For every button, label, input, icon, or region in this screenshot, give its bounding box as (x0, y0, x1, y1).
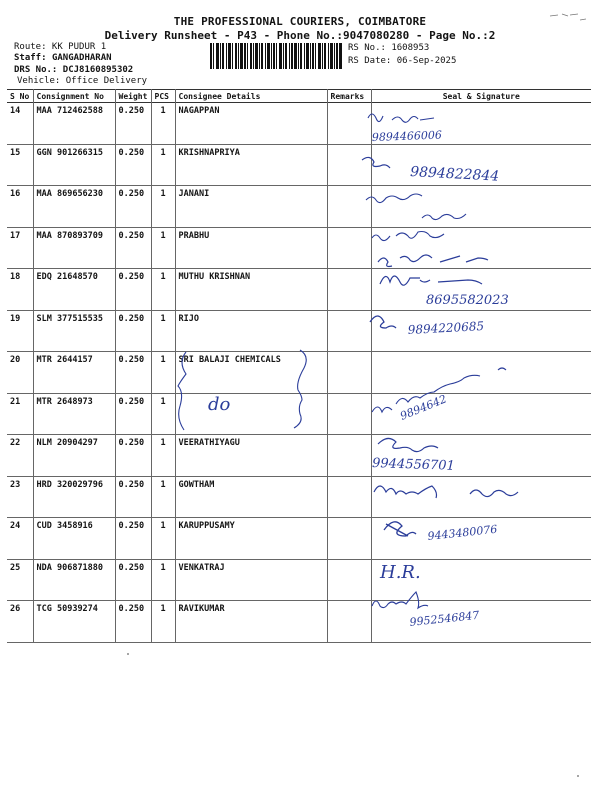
col-remarks: Remarks (327, 90, 371, 103)
table-row (7, 144, 591, 186)
cell-consignment: CUD 3458916 (33, 518, 115, 560)
cell-pcs: 1 (151, 227, 175, 269)
table-row (7, 559, 591, 601)
cell-pcs: 1 (151, 269, 175, 311)
staff-line (14, 53, 112, 63)
cell-remarks (327, 393, 371, 435)
handwritten-initials: H.R. (380, 562, 421, 583)
cell-sno: 25 (7, 559, 33, 601)
col-pcs: PCS (151, 90, 175, 103)
cell-consignment: MTR 2644157 (33, 352, 115, 394)
cell-consignment: TCG 50939274 (33, 601, 115, 643)
staff-label: Staff: (14, 53, 47, 63)
cell-sno: 22 (7, 435, 33, 477)
cell-pcs: 1 (151, 352, 175, 394)
company-title: THE PROFESSIONAL COURIERS, COIMBATORE (173, 15, 427, 28)
cell-consignment: SLM 377515535 (33, 310, 115, 352)
cell-sno: 14 (7, 103, 33, 145)
cell-weight: 0.250 (115, 601, 151, 643)
runsheet-table (7, 89, 591, 643)
cell-consignee: GOWTHAM (175, 476, 327, 518)
cell-remarks (327, 476, 371, 518)
handwritten-phone: 9894466006 (371, 128, 443, 144)
cell-consignee: JANANI (175, 186, 327, 228)
cell-weight: 0.250 (115, 352, 151, 394)
cell-sno: 20 (7, 352, 33, 394)
cell-signature (371, 352, 591, 394)
handwritten-phone: 9952546847 (408, 608, 480, 629)
table-row (7, 435, 591, 477)
cell-remarks (327, 601, 371, 643)
cell-remarks (327, 352, 371, 394)
cell-remarks (327, 518, 371, 560)
cell-weight: 0.250 (115, 435, 151, 477)
handwritten-phone: 8695582023 (426, 293, 509, 308)
cell-signature (371, 393, 591, 435)
staff-name: GANGADHARAN (51, 53, 112, 63)
cell-remarks (327, 227, 371, 269)
cell-remarks (327, 559, 371, 601)
cell-sno: 19 (7, 310, 33, 352)
table-row (7, 186, 591, 228)
handwritten-phone: 9944556701 (371, 456, 456, 474)
cell-consignment: NLM 20904297 (33, 435, 115, 477)
cell-signature (371, 310, 591, 352)
cell-remarks (327, 310, 371, 352)
rs-number: RS No.: 1608953 (348, 43, 430, 53)
cell-consignment: NDA 906871880 (33, 559, 115, 601)
col-consignment: Consignment No (33, 90, 115, 103)
cell-consignment: GGN 901266315 (33, 144, 115, 186)
cell-signature (371, 103, 591, 145)
cell-consignment: HRD 320029796 (33, 476, 115, 518)
cell-pcs: 1 (151, 103, 175, 145)
cell-consignee: SRI BALAJI CHEMICALS (175, 352, 327, 394)
cell-signature (371, 518, 591, 560)
cell-remarks (327, 269, 371, 311)
drs-value: DCJ8160895302 (62, 65, 134, 75)
table-row (7, 393, 591, 435)
cell-signature (371, 601, 591, 643)
col-sno: S No (7, 90, 33, 103)
cell-consignee: RIJO (175, 310, 327, 352)
handwritten-phone: 9894822844 (409, 164, 500, 185)
cell-pcs: 1 (151, 518, 175, 560)
cell-weight: 0.250 (115, 559, 151, 601)
table-row (7, 103, 591, 145)
cell-pcs: 1 (151, 144, 175, 186)
col-seal-signature: Seal & Signature (442, 91, 520, 101)
col-weight: Weight (115, 90, 151, 103)
cell-weight: 0.250 (115, 227, 151, 269)
cell-consignment: MAA 869656230 (33, 186, 115, 228)
cell-sno: 17 (7, 227, 33, 269)
cell-sno: 26 (7, 601, 33, 643)
cell-consignee: MUTHU KRISHNAN (175, 269, 327, 311)
cell-weight: 0.250 (115, 393, 151, 435)
cell-signature (371, 435, 591, 477)
ditto-mark: do (208, 394, 231, 415)
runsheet-subtitle: Delivery Runsheet - P43 - Phone No.:9047080280 - Page No.:2 (104, 29, 496, 42)
stray-dot (127, 653, 129, 655)
cell-consignee: VEERATHIYAGU (175, 435, 327, 477)
cell-pcs: 1 (151, 559, 175, 601)
cell-remarks (327, 186, 371, 228)
cell-sno: 16 (7, 186, 33, 228)
table-row (7, 352, 591, 394)
cell-consignee: KRISHNAPRIYA (175, 144, 327, 186)
cell-remarks (327, 435, 371, 477)
cell-pcs: 1 (151, 435, 175, 477)
cell-weight: 0.250 (115, 310, 151, 352)
drs-label: DRS No.: (14, 65, 58, 75)
table-row (7, 518, 591, 560)
handwritten-phone: 9894642 (398, 392, 449, 423)
cell-consignee: RAVIKUMAR (175, 601, 327, 643)
col-consignee: Consignee Details (175, 90, 327, 103)
cell-consignment: MAA 712462588 (33, 103, 115, 145)
table-row (7, 227, 591, 269)
cell-weight: 0.250 (115, 269, 151, 311)
cell-consignee: VENKATRAJ (175, 559, 327, 601)
cell-sno: 24 (7, 518, 33, 560)
cell-consignee: NAGAPPAN (175, 103, 327, 145)
rs-date: RS Date: 06-Sep-2025 (348, 56, 457, 66)
cell-consignment: EDQ 21648570 (33, 269, 115, 311)
handwritten-phone: 9894220685 (407, 319, 485, 337)
cell-sno: 21 (7, 393, 33, 435)
cell-remarks (327, 144, 371, 186)
cell-consignee (175, 393, 327, 435)
cell-signature (371, 144, 591, 186)
cell-sno: 18 (7, 269, 33, 311)
cell-remarks (327, 103, 371, 145)
cell-signature (371, 559, 591, 601)
table-row (7, 310, 591, 352)
cell-consignment: MAA 870893709 (33, 227, 115, 269)
cell-consignment: MTR 2648973 (33, 393, 115, 435)
cell-weight: 0.250 (115, 186, 151, 228)
cell-pcs: 1 (151, 393, 175, 435)
cell-pcs: 1 (151, 186, 175, 228)
cell-signature (371, 269, 591, 311)
cell-signature (371, 476, 591, 518)
table-row (7, 269, 591, 311)
table-header-row (7, 90, 591, 103)
route-text: Route: KK PUDUR 1 (14, 42, 107, 52)
drs-line (14, 65, 133, 75)
stray-dot (577, 775, 579, 777)
cell-signature (371, 186, 591, 228)
cell-weight: 0.250 (115, 518, 151, 560)
cell-consignee: PRABHU (175, 227, 327, 269)
cell-signature (371, 227, 591, 269)
vehicle-text: Vehicle: Office Delivery (17, 76, 148, 86)
cell-weight: 0.250 (115, 103, 151, 145)
cell-weight: 0.250 (115, 476, 151, 518)
cell-pcs: 1 (151, 601, 175, 643)
cell-sno: 23 (7, 476, 33, 518)
cell-sno: 15 (7, 144, 33, 186)
table-row (7, 476, 591, 518)
corner-pencil-mark (548, 10, 588, 26)
table-row (7, 601, 591, 643)
cell-pcs: 1 (151, 310, 175, 352)
barcode (210, 43, 342, 69)
cell-consignee: KARUPPUSAMY (175, 518, 327, 560)
cell-weight: 0.250 (115, 144, 151, 186)
cell-pcs: 1 (151, 476, 175, 518)
handwritten-phone: 9443480076 (426, 522, 498, 543)
